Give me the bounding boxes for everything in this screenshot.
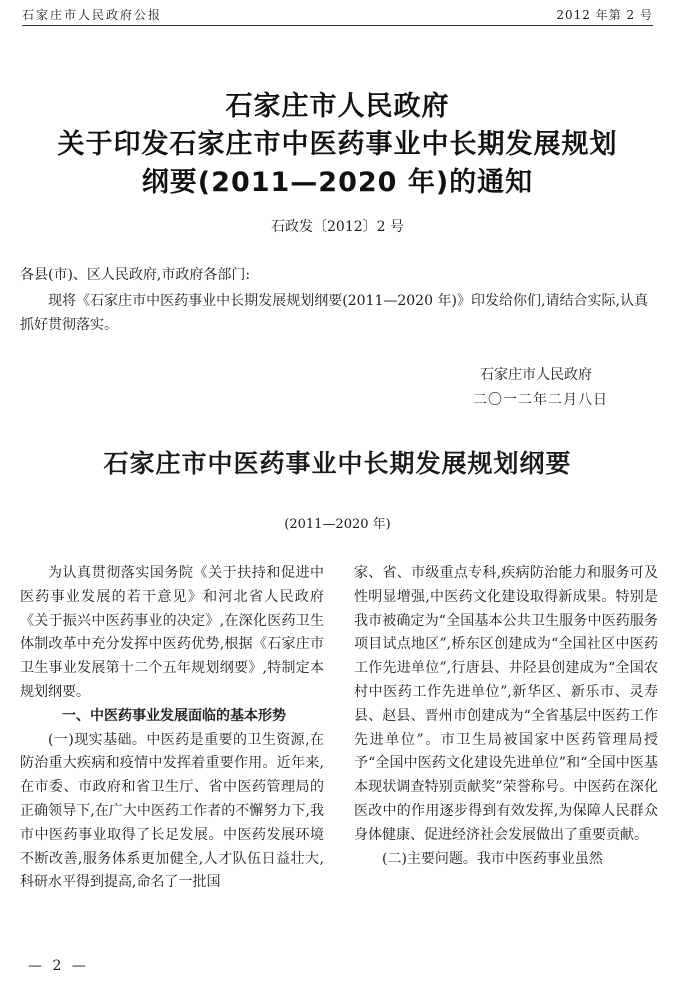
left-column	[20, 562, 324, 895]
signature-date: 二〇一二年二月八日	[473, 392, 608, 408]
document-number: 石政发〔2012〕2 号	[271, 219, 404, 235]
running-header	[22, 6, 653, 26]
title-line-2: 关于印发石家庄市中医药事业中长期发展规划	[57, 129, 618, 160]
outline-years: (2011—2020 年)	[284, 517, 391, 532]
title-line-3: 纲要(2011—2020 年)的通知	[141, 167, 534, 198]
subsection-1-lead: (一)现实基础。	[48, 731, 147, 748]
notice-title	[0, 88, 675, 202]
section-heading: 一、中医药事业发展面临的基本形势	[62, 707, 286, 724]
intro-paragraph: 为认真贯彻落实国务院《关于扶持和促进中医药事业发展的若干意见》和河北省人民政府《关于振兴中医药事业的决定》,在深化医药卫生体制改革中充分发挥中医药优势,根据《石家庄市卫生事业发展第十二个五年规划纲要》,特制定本规划纲要。	[20, 565, 324, 700]
page-number: — 2 —	[28, 958, 89, 974]
header-rule	[22, 25, 653, 26]
subsection-2-paragraph	[354, 848, 658, 872]
addressee: 各县(市)、区人民政府,市政府各部门:	[20, 267, 251, 283]
publication-name: 石家庄市人民政府公报	[22, 8, 163, 22]
continuation-paragraph: 家、省、市级重点专科,疾病防治能力和服务可及性明显增强,中医药文化建设取得新成果。特别是我市被确定为“全国基本公共卫生服务中医药服务项目试点地区”,桥东区创建成为“全国社区中医药工作先进单位”,行唐县、井陉县创建成为“全国农村中医药工作先进单位”,新华区、新乐市、灵寿县、赵县、晋州市创建成为“全省基层中医药工作先进单位”。市卫生局被国家中医药管理局授予“全国中医药文化建设先进单位”和“全国中医基本现状调查特别贡献奖”荣誉称号。中医药在深化医改中的作用逐步得到有效发挥,为保障人民群众身体健康、促进经济社会发展做出了重要贡献。	[354, 565, 658, 843]
signature-org: 石家庄市人民政府	[480, 367, 592, 383]
notice-body: 现将《石家庄市中医药事业中长期发展规划纲要(2011—2020 年)》印发给你们,请结合实际,认真抓好贯彻落实。	[20, 293, 648, 333]
subsection-2-text: 我市中医药事业虽然	[476, 850, 603, 867]
outline-title: 石家庄市中医药事业中长期发展规划纲要	[103, 449, 572, 478]
title-line-1: 石家庄市人民政府	[225, 91, 450, 122]
issue-number: 2012 年第 2 号	[556, 8, 653, 22]
subsection-1-paragraph	[20, 729, 324, 896]
right-column	[354, 562, 658, 871]
subsection-2-lead: (二)主要问题。	[382, 850, 477, 867]
subsection-1-text: 中医药是重要的卫生资源,在防治重大疾病和疫情中发挥着重要作用。近年来,在市委、市政府和省卫生厅、省中医药管理局的正确领导下,在广大中医药工作者的不懈努力下,我市中医药事业取得了长足发展。中医药发展环境不断改善,服务体系更加健全,人才队伍日益壮大,科研水平得到提高,命名了一批国	[20, 731, 324, 891]
